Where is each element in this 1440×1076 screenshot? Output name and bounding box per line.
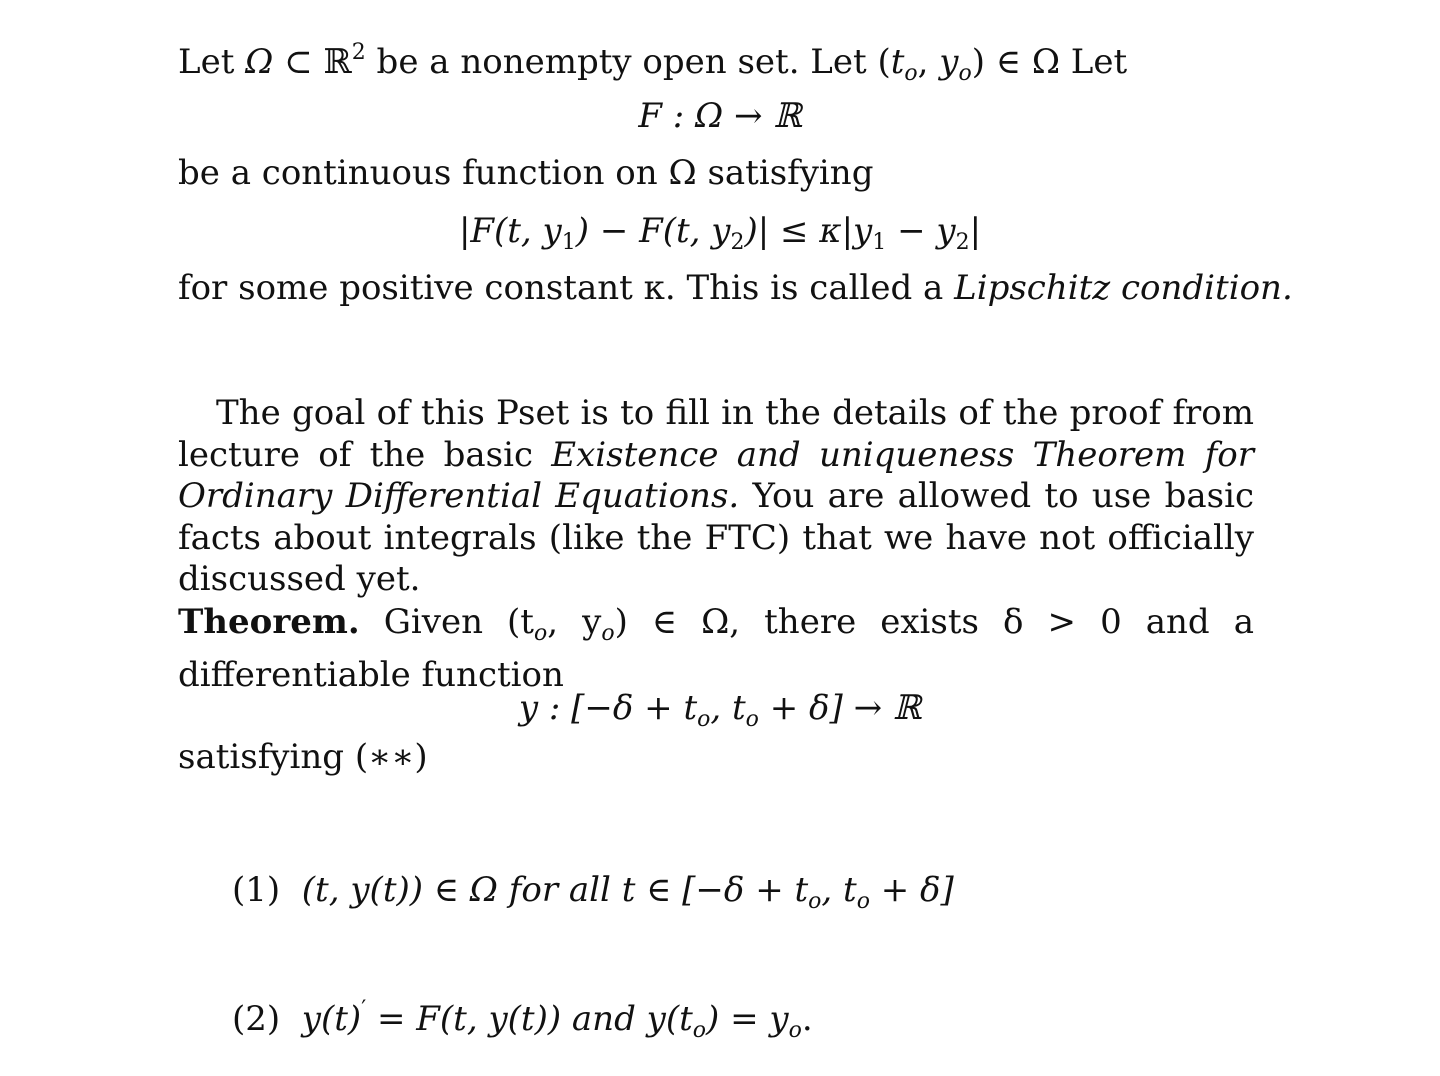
solution-map-equation: y : [$-\delta + t_o$, $t_o + \delta$] → ℝ: [518, 688, 922, 732]
goal-paragraph: The goal of this Pset is to fill in the details of the proof from lecture of the basic Existence and uniqueness Theorem for Ordinary Differential Equations. You are allowed to use basic facts about integrals (like the FTC) that we have not officially discussed yet.: [178, 393, 1255, 599]
satisfying-line: satisfying (∗∗): [178, 737, 428, 777]
theorem-label: Theorem.: [178, 602, 360, 642]
theorem-paragraph: Theorem. Given ($t_o$, $y_o$) ∈ Ω, there exists δ > 0 and a differentiable function: [178, 602, 1255, 695]
item-number: (1): [232, 870, 281, 910]
function-map-equation: F : Ω → ℝ: [638, 96, 802, 136]
condition-item-1: (1) (t, y(t)) ∈ Ω for all t ∈ [$-\delta + t_o$, $t_o + \delta$]: [232, 870, 954, 914]
intro-line: Let Ω ⊂ ℝ$^2$ be a nonempty open set. Let ($t_o$, $y_o$) ∈ Ω Let: [178, 40, 1128, 86]
lipschitz-definition-line: for some positive constant κ. This is called a Lipschitz condition.: [178, 268, 1293, 308]
continuity-line: be a continuous function on Ω satisfying: [178, 153, 874, 193]
condition-item-2: (2) y(t)′ = F(t, y(t)) and $y(t_o) = y_o$.: [232, 997, 813, 1043]
lipschitz-equation: |F(t, $y_1) - F(t$, $y_2)| \le \kappa|y_1 - y_2|$: [458, 211, 982, 255]
item-number: (2): [232, 999, 281, 1039]
